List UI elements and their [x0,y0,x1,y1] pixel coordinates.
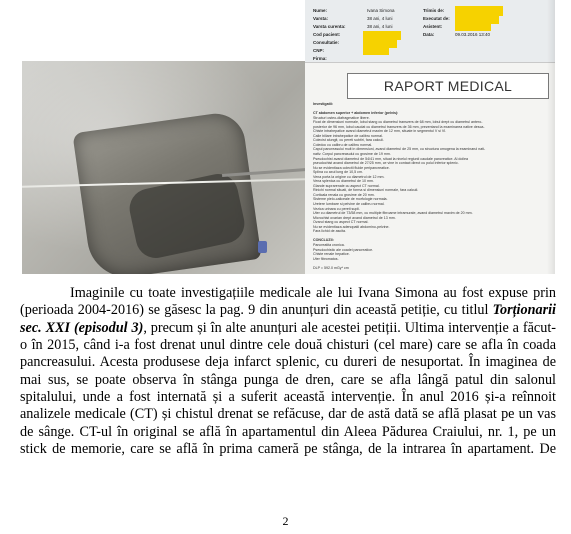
label-trimis: Trimis de: [423,8,445,13]
report-line: Microchist ovarian drept avand diametrul de 13 mm. [313,215,396,220]
value-nume: Ivana Simona [367,8,395,13]
episode-title-part-1: Torționarii [492,302,556,319]
label-cnp: CNP: [313,48,324,53]
report-line: Colecist alungit, cu pereti subtiri, fara calculi. [313,138,384,143]
report-line: Sisteme pielo-caliceale de morfologie normala. [313,197,388,202]
paragraph-line: pancreasului. Acesta produsese deja infarct splenic, cu dureri de nesuportat. În imaginea de [20,354,556,371]
label-cod-pacient: Cod pacient: [313,32,341,37]
report-line: Glande suprarenale cu aspect CT normal. [313,183,380,188]
value-varsta-curenta: 38 ani, 4 luni [367,24,393,29]
report-line: CONCLUZII: [313,238,334,243]
report-line: Capul pancreasului mult in dimensiuni, avand diametrul de 25 mm, cu structura omogena la examinarul nati- [313,147,486,152]
label-asistent: Asistent: [423,24,443,29]
report-title-box [347,73,549,99]
paragraph-line: sec. XXI (episodul 3), precum și în alte anunțuri ale acestei petiții. Ultima intervenție a făcut- [20,319,556,336]
label-varsta-curenta: Varsta curenta: [313,24,346,29]
paragraph-line: Imaginile cu toate investigațiile medicale ale lui Ivana Simona au fost expuse prin [70,285,556,301]
redaction-asistent [455,23,491,31]
report-header [305,0,555,63]
label-consultatie: Consultatie: [313,40,340,45]
paragraph-line: (perioada 2004-2016) se găsesc la pag. 9 din anunțuri din această petiție, cu titlul Torționarii [20,302,556,319]
episode-title-part-2: sec. XXI (episodul 3) [20,319,144,336]
report-line: Chiste intrahepatice avand diametrul maxim de 12 mm, situate in segmentul V si VI. [313,129,447,134]
report-line: Ovarul stang cu aspect CT normal. [313,220,369,225]
report-line: Ficat de dimensiuni normale, lobul stang cu diametrul transvers de 68 mm, lobul drept cu diametrul antero- [313,120,483,125]
redaction-cnp [363,47,389,55]
label-varsta: Varsta: [313,16,329,21]
report-line: Pseudochistic ale coadei pancreatice. [313,247,374,252]
report-title: RAPORT MEDICAL [383,78,513,94]
report-line: Uretere lumbare si pelvine de calibru normal. [313,202,385,207]
page-number: 2 [282,514,289,528]
report-line: posterior de 96 mm, lobul caudat cu diametrul transvers de 36 mm, prezentand la examinarea native desca- [313,124,485,129]
report-line: Pancreatita cronica. [313,242,345,247]
body-paragraph [20,285,556,458]
report-line: Corticala renala cu grosime de 20 mm. [313,192,375,197]
report-line: Caile biliare intrahepatice de calibru normal. [313,133,383,138]
report-line: Vena porta la origine cu diametrul de 12 mm. [313,174,385,179]
report-line: Splina cu axul lung de 10,5 cm. [313,170,363,175]
report-line: Vena splenica cu diametrul de 10 mm. [313,179,374,184]
paragraph-line: o în 2015, când i-a fost drenat unul dintre cele două chisturi (cel mare) care se afla în coada [20,337,556,354]
report-line: Rinichi normal situati, de forma si dimensiuni normale, fara calculi. [313,188,419,193]
paper-fold-shadow [547,0,555,274]
report-line: Investigatii: [313,102,333,106]
report-line: Fara lichid de ascita. [313,229,346,234]
label-firma: Firma: [313,56,327,61]
paragraph-line: mai sus, se poate observa în stânga punga de dren, care se afla lângă patul din salonul [20,371,556,388]
report-line: Coledoc cu calibru de calibru normal. [313,142,373,147]
report-line: CT abdomen superior + abdomen inferior (pelvis): [313,111,399,116]
report-line: pseudochist avand diametrul de 27/25 mm, ce vine in contact direct cu polul inferior splenic. [313,161,459,166]
report-line: Pseudochist avand diametrul de 54/41 mm, situat la nivelul regiunii caudale pancreatice. Al doilea [313,156,469,161]
report-line: Vezica urinara cu pereti supli. [313,206,360,211]
value-varsta: 38 ani, 4 luni [367,16,393,21]
paragraph-line: spitalului, unde a fost internată și a suferit această intervenție. În anul 2016 și-a reînnoit [20,389,556,406]
drain-bag-photo [22,61,305,274]
label-data: Data: [423,32,435,37]
report-line: Uter cu diametrul de 73/58 mm, cu multiple fibroame intramurale, avand diametrul maxim de 20 mm. [313,211,473,216]
report-line: Chiste renale hepatice. [313,252,350,257]
value-data: 09.03.2016 13:40 [455,32,491,37]
report-line: DLP = 592.0 mGy* cm [313,265,349,270]
report-line: nativ. Corpul pancreasului cu grosime de 19 mm. [313,152,391,157]
report-line: Nu se evidentiaza adenopatii abdomino-pelvine. [313,224,390,229]
report-line: Structuri osteo-diafragmatice libere. [313,115,370,120]
paragraph-line: analizele medicale (CT) și chistul drenat se refăcuse, dar de astă dată se află plasat pe un vas [20,406,556,423]
label-nume: Nume: [313,8,328,13]
report-line: Nu se evidentiaza colectii fluide peripancreatice. [313,165,390,170]
report-line: Uter fibromatos. [313,256,339,261]
report-body [313,102,545,270]
paragraph-line: stick de memorie, care se află în prima cameră pe stânga, de la intrarea în apartament. De [20,441,556,458]
paragraph-line: de sânge. CT-ul în original se află în apartamentul din Aleea Pădurea Craiului, nr. 1, pe un [20,423,556,440]
label-executat: Executat de: [423,16,450,21]
medical-report-image [305,0,555,274]
blue-clip [258,241,267,253]
